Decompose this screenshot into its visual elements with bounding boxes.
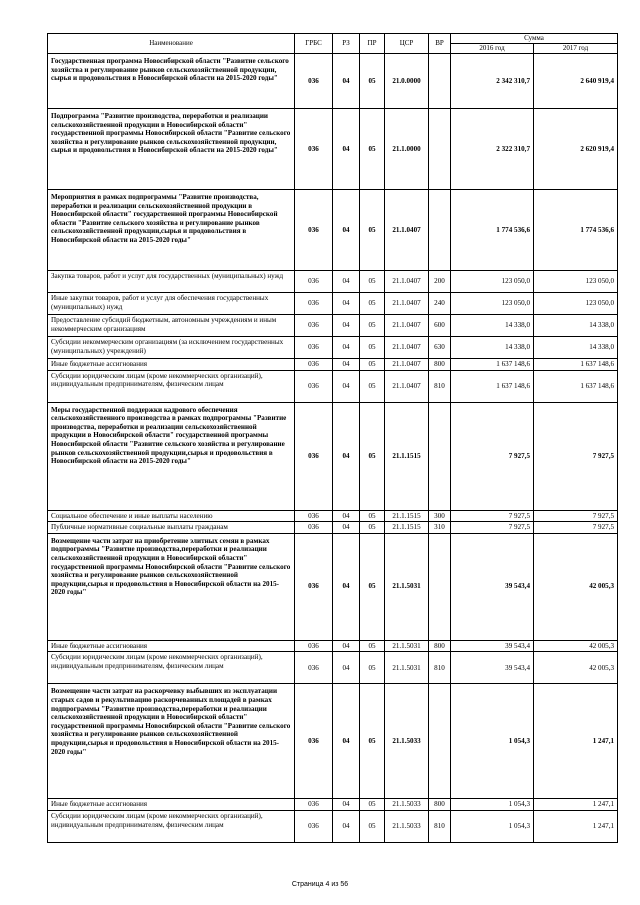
row-sum-2016: 7 927,5: [451, 510, 534, 522]
row-name: Иные бюджетные ассигнования: [48, 359, 295, 371]
row-sum-2017: 1 637 148,6: [534, 370, 618, 402]
row-sum-2016: 39 543,4: [451, 533, 534, 640]
row-vr: 630: [429, 337, 451, 359]
row-vr: 810: [429, 370, 451, 402]
row-rz: 04: [333, 370, 360, 402]
row-pr: 05: [360, 370, 385, 402]
row-grbs: 036: [295, 109, 333, 190]
row-pr: 05: [360, 337, 385, 359]
row-pr: 05: [360, 652, 385, 684]
table-row: [48, 510, 618, 522]
table-row: [48, 684, 618, 799]
row-vr: 600: [429, 315, 451, 337]
row-rz: 04: [333, 359, 360, 371]
row-grbs: 036: [295, 190, 333, 271]
row-csr: 21.1.0407: [385, 370, 429, 402]
header-grbs: ГРБС: [295, 34, 333, 54]
row-sum-2017: 7 927,5: [534, 510, 618, 522]
row-sum-2017: 123 050,0: [534, 271, 618, 293]
row-grbs: 036: [295, 510, 333, 522]
row-sum-2016: 123 050,0: [451, 293, 534, 315]
row-name: Подпрограмма "Развитие производства, переработки и реализации сельскохозяйственной продукции в Новосибирской области" государственной программы Новосибирской области "Развитие сельского хозяйства и регулирование рынков сельскохозяйственной продукции, сырья и продовольствия в Новосибирской области на 2015-2020 годы": [48, 109, 295, 190]
row-sum-2017: 2 640 919,4: [534, 54, 618, 109]
row-vr: [429, 533, 451, 640]
table-row: [48, 402, 618, 510]
row-name: Иные закупки товаров, работ и услуг для обеспечения государственных (муниципальных) нужд: [48, 293, 295, 315]
row-csr: 21.1.0407: [385, 315, 429, 337]
row-grbs: 036: [295, 684, 333, 799]
row-sum-2017: 1 247,1: [534, 810, 618, 842]
row-csr: 21.1.5031: [385, 652, 429, 684]
row-sum-2017: 1 247,1: [534, 684, 618, 799]
table-row: [48, 370, 618, 402]
header-csr: ЦСР: [385, 34, 429, 54]
row-name: Предоставление субсидий бюджетным, автономным учреждениям и иным некоммерческим организациям: [48, 315, 295, 337]
row-name: Социальное обеспечение и иные выплаты населению: [48, 510, 295, 522]
row-csr: 21.1.1515: [385, 522, 429, 534]
row-csr: 21.1.0407: [385, 190, 429, 271]
page-number: Страница 4 из 56: [291, 881, 349, 888]
row-sum-2017: 42 005,3: [534, 533, 618, 640]
row-csr: 21.1.0407: [385, 293, 429, 315]
table-row: [48, 271, 618, 293]
row-vr: [429, 190, 451, 271]
header-rz: РЗ: [333, 34, 360, 54]
row-sum-2017: 1 247,1: [534, 799, 618, 811]
row-rz: 04: [333, 533, 360, 640]
row-pr: 05: [360, 402, 385, 510]
row-sum-2016: 2 342 310,7: [451, 54, 534, 109]
row-rz: 04: [333, 684, 360, 799]
row-pr: 05: [360, 684, 385, 799]
row-pr: 05: [360, 640, 385, 652]
row-grbs: 036: [295, 337, 333, 359]
table-row: [48, 522, 618, 534]
row-csr: 21.1.0407: [385, 337, 429, 359]
row-sum-2017: 7 927,5: [534, 522, 618, 534]
row-csr: 21.1.1515: [385, 402, 429, 510]
row-sum-2016: 7 927,5: [451, 522, 534, 534]
row-sum-2016: 39 543,4: [451, 640, 534, 652]
row-name: Закупка товаров, работ и услуг для государственных (муниципальных) нужд: [48, 271, 295, 293]
row-csr: 21.0.0000: [385, 54, 429, 109]
row-pr: 05: [360, 315, 385, 337]
row-name: Мероприятия в рамках подпрограммы "Развитие производства, переработки и реализации сельскохозяйственной продукции в Новосибирской области" государственной программы Новосибирской области "Развитие сельского хозяйства и регулирование рынков сельскохозяйственной продукции,сырья и продовольствия в Новосибирской области на 2015-2020 годы": [48, 190, 295, 271]
row-sum-2016: 39 543,4: [451, 652, 534, 684]
row-rz: 04: [333, 54, 360, 109]
row-rz: 04: [333, 190, 360, 271]
header-name: Наименование: [48, 34, 295, 54]
row-sum-2017: 14 338,0: [534, 315, 618, 337]
row-sum-2017: 14 338,0: [534, 337, 618, 359]
row-grbs: 036: [295, 652, 333, 684]
row-name: Публичные нормативные социальные выплаты гражданам: [48, 522, 295, 534]
row-sum-2017: 7 927,5: [534, 402, 618, 510]
row-vr: 800: [429, 359, 451, 371]
table-row: [48, 799, 618, 811]
row-vr: 800: [429, 640, 451, 652]
row-sum-2016: 14 338,0: [451, 315, 534, 337]
row-name: Субсидии юридическим лицам (кроме некоммерческих организаций), индивидуальным предпринимателям, физическим лицам: [48, 810, 295, 842]
table-row: [48, 359, 618, 371]
row-csr: 21.1.1515: [385, 510, 429, 522]
table-row: [48, 533, 618, 640]
row-sum-2016: 1 054,3: [451, 799, 534, 811]
row-rz: 04: [333, 315, 360, 337]
row-sum-2017: 1 637 148,6: [534, 359, 618, 371]
header-year-2016: 2016 год: [451, 44, 534, 54]
row-name: Меры государственной поддержки кадрового обеспечения сельскохозяйственного производства в рамках подпрограммы "Развитие производства, переработки и реализации сельскохозяйственной продукции в Новосибирской области" государственной программы Новосибирской области "Развитие сельского хозяйства и регулирование рынков сельскохозяйственной продукции,сырья и продовольствия в Новосибирской области на 2015-2020 годы": [48, 402, 295, 510]
row-csr: 21.1.0407: [385, 271, 429, 293]
row-csr: 21.1.0000: [385, 109, 429, 190]
row-name: Иные бюджетные ассигнования: [48, 640, 295, 652]
row-sum-2016: 1 637 148,6: [451, 370, 534, 402]
row-rz: 04: [333, 799, 360, 811]
table-row: [48, 293, 618, 315]
row-rz: 04: [333, 652, 360, 684]
row-csr: 21.1.5033: [385, 810, 429, 842]
row-grbs: 036: [295, 370, 333, 402]
row-sum-2016: 123 050,0: [451, 271, 534, 293]
row-pr: 05: [360, 810, 385, 842]
table-row: [48, 190, 618, 271]
row-rz: 04: [333, 510, 360, 522]
row-grbs: 036: [295, 533, 333, 640]
row-rz: 04: [333, 810, 360, 842]
row-pr: 05: [360, 533, 385, 640]
table-row: [48, 652, 618, 684]
row-rz: 04: [333, 293, 360, 315]
row-name: Субсидии некоммерческим организациям (за исключением государственных (муниципальных) учреждений): [48, 337, 295, 359]
row-grbs: 036: [295, 640, 333, 652]
header-sum: Сумма: [451, 34, 618, 44]
row-rz: 04: [333, 640, 360, 652]
row-grbs: 036: [295, 402, 333, 510]
row-name: Возмещение части затрат на приобретение элитных семян в рамках подпрограммы "Развитие производства,переработки и реализации сельскохозяйственной продукции в Новосибирской области" государственной программы Новосибирской области "Развитие сельского хозяйства и регулирование рынков сельскохозяйственной продукции,сырья и продовольствия в Новосибирской области на 2015-2020 годы": [48, 533, 295, 640]
row-sum-2017: 123 050,0: [534, 293, 618, 315]
row-vr: 800: [429, 799, 451, 811]
row-grbs: 036: [295, 54, 333, 109]
row-pr: 05: [360, 293, 385, 315]
row-sum-2016: 1 637 148,6: [451, 359, 534, 371]
table-row: [48, 54, 618, 109]
row-csr: 21.1.5033: [385, 684, 429, 799]
row-vr: 200: [429, 271, 451, 293]
row-name: Иные бюджетные ассигнования: [48, 799, 295, 811]
header-pr: ПР: [360, 34, 385, 54]
row-grbs: 036: [295, 810, 333, 842]
row-name: Субсидии юридическим лицам (кроме некоммерческих организаций), индивидуальным предпринимателям, физическим лицам: [48, 370, 295, 402]
row-vr: [429, 684, 451, 799]
row-vr: 810: [429, 652, 451, 684]
row-pr: 05: [360, 510, 385, 522]
row-vr: 310: [429, 522, 451, 534]
row-sum-2017: 42 005,3: [534, 640, 618, 652]
row-pr: 05: [360, 271, 385, 293]
row-grbs: 036: [295, 522, 333, 534]
row-csr: 21.1.5033: [385, 799, 429, 811]
row-sum-2016: 1 054,3: [451, 810, 534, 842]
row-rz: 04: [333, 109, 360, 190]
table-row: [48, 315, 618, 337]
table-row: [48, 640, 618, 652]
row-sum-2016: 1 054,3: [451, 684, 534, 799]
row-sum-2016: 14 338,0: [451, 337, 534, 359]
row-sum-2017: 2 620 919,4: [534, 109, 618, 190]
row-rz: 04: [333, 402, 360, 510]
row-grbs: 036: [295, 271, 333, 293]
row-sum-2017: 42 005,3: [534, 652, 618, 684]
row-grbs: 036: [295, 799, 333, 811]
row-name: Субсидии юридическим лицам (кроме некоммерческих организаций), индивидуальным предпринимателям, физическим лицам: [48, 652, 295, 684]
row-rz: 04: [333, 522, 360, 534]
table-row: [48, 109, 618, 190]
budget-table: [47, 33, 618, 843]
row-pr: 05: [360, 190, 385, 271]
row-sum-2016: 2 322 310,7: [451, 109, 534, 190]
table-row: [48, 810, 618, 842]
row-pr: 05: [360, 54, 385, 109]
row-pr: 05: [360, 359, 385, 371]
row-grbs: 036: [295, 315, 333, 337]
row-grbs: 036: [295, 359, 333, 371]
row-rz: 04: [333, 337, 360, 359]
row-sum-2016: 1 774 536,6: [451, 190, 534, 271]
row-pr: 05: [360, 109, 385, 190]
header-year-2017: 2017 год: [534, 44, 618, 54]
row-vr: 300: [429, 510, 451, 522]
row-vr: [429, 54, 451, 109]
row-vr: 240: [429, 293, 451, 315]
row-vr: 810: [429, 810, 451, 842]
row-vr: [429, 109, 451, 190]
row-pr: 05: [360, 799, 385, 811]
row-name: Возмещение части затрат на раскорчевку выбывших из эксплуатации старых садов и рекультивацию раскорчеванных площадей в рамках подпрограммы "Развитие производства,переработки и реализации сельскохозяйственной продукции в Новосибирской области" государственной программы Новосибирской области "Развитие сельского хозяйства и регулирование рынков сельскохозяйственной продукции,сырья и продовольствия в Новосибирской области на 2015-2020 годы": [48, 684, 295, 799]
table-body: [48, 54, 618, 843]
row-grbs: 036: [295, 293, 333, 315]
row-sum-2016: 7 927,5: [451, 402, 534, 510]
row-name: Государственная программа Новосибирской области "Развитие сельского хозяйства и регулирование рынков сельскохозяйственной продукции, сырья и продовольствия в Новосибирской области на 2015-2020 годы": [48, 54, 295, 109]
row-rz: 04: [333, 271, 360, 293]
table-row: [48, 337, 618, 359]
row-csr: 21.1.5031: [385, 640, 429, 652]
row-pr: 05: [360, 522, 385, 534]
row-csr: 21.1.5031: [385, 533, 429, 640]
header-vr: ВР: [429, 34, 451, 54]
row-vr: [429, 402, 451, 510]
row-sum-2017: 1 774 536,6: [534, 190, 618, 271]
row-csr: 21.1.0407: [385, 359, 429, 371]
